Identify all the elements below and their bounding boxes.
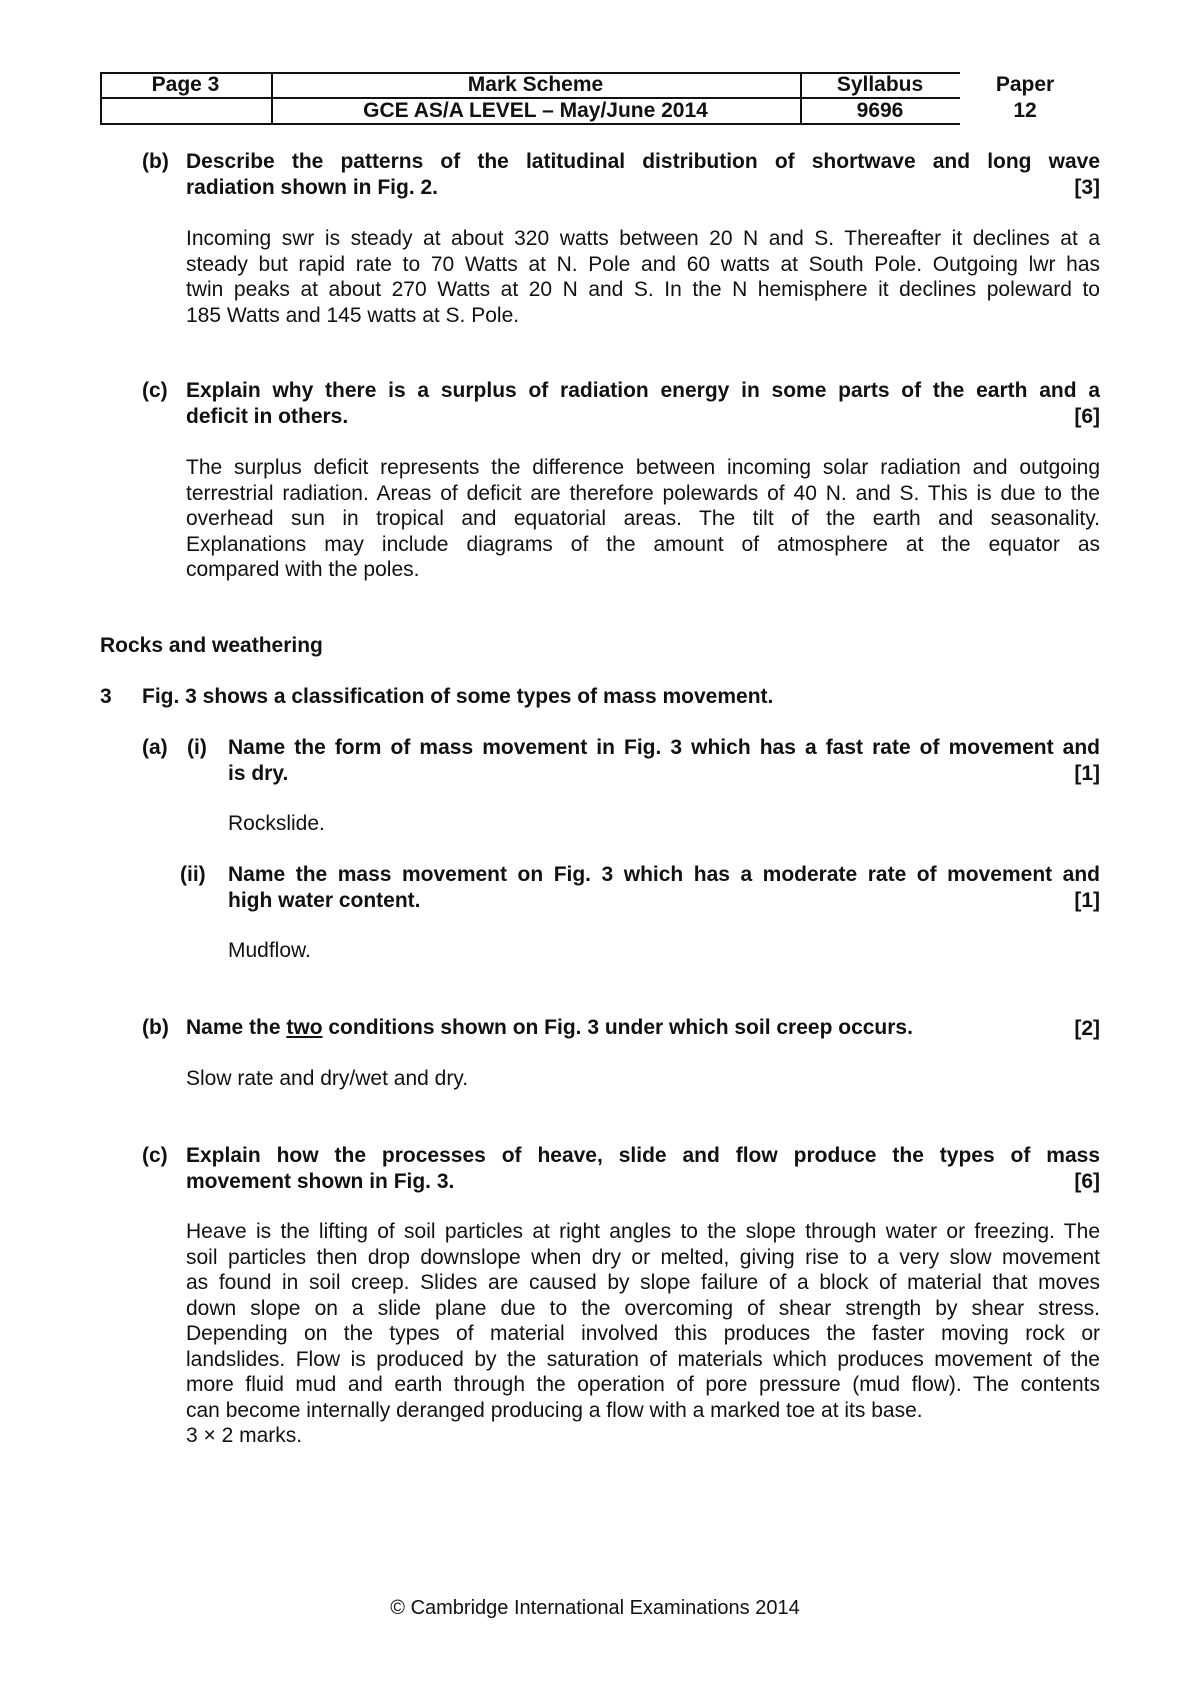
doc-title: Mark Scheme [467, 73, 604, 96]
q2c-marks: [6] [1074, 404, 1100, 428]
q3aii-answer: Mudflow. [228, 939, 311, 962]
q2b-answer-line: twin peaks at about 270 Watts at 20 N and S. In the N hemisphere it declines poleward to [186, 278, 1100, 301]
q3c-label: (c) [142, 1144, 168, 1167]
q3c-total-marks: 3 × 2 marks. [186, 1424, 303, 1447]
q3c-answer-line: down slope on a slide plane due to the overcoming of shear strength by shear stress. [186, 1296, 1100, 1320]
q3b-answer: Slow rate and dry/wet and dry. [186, 1067, 469, 1090]
q3b-question [186, 1015, 1100, 1041]
header-table [100, 72, 1090, 125]
q2b-answer-line: steady but rapid rate to 70 Watts at N. Pole and 60 watts at South Pole. Outgoing lwr has [186, 252, 1100, 276]
q2c-question-line2: deficit in others. [186, 404, 349, 428]
q3c-answer-line: Depending on the types of material involved this produces the faster moving rock or [186, 1322, 1100, 1345]
q3b-question-start: Name the [186, 1016, 287, 1039]
q2c-question [186, 378, 1100, 429]
q2b-question-line1: Describe the patterns of the latitudinal distribution of shortwave and long wave [186, 150, 1100, 173]
q3aii-marks: [1] [1074, 888, 1100, 912]
q2c-answer-line: terrestrial radiation. Areas of deficit are therefore polewards of 40 N. and S. This is due to the [186, 481, 1100, 505]
q3c-answer-line: can become internally deranged producing a flow with a marked toe at its base. [186, 1398, 923, 1422]
q2b-question-line2: radiation shown in Fig. 2. [186, 175, 439, 199]
doc-subtitle: GCE AS/A LEVEL – May/June 2014 [363, 99, 708, 122]
q2c-answer-line: overhead sun in tropical and equatorial areas. The tilt of the earth and seasonality. [186, 507, 1100, 530]
section-heading: Rocks and weathering [100, 634, 323, 657]
q3b-marks: [2] [1074, 1016, 1100, 1040]
q3-number: 3 [100, 685, 112, 708]
q2b-label: (b) [142, 150, 169, 173]
paper-label: Paper [995, 73, 1055, 96]
q3aii-question-line2: high water content. [228, 888, 421, 912]
q2b-question [186, 149, 1100, 200]
q3ai-question-line2: is dry. [228, 761, 289, 785]
q3aii-label: (ii) [180, 863, 206, 886]
q2c-label: (c) [142, 379, 168, 402]
q3c-question-line2: movement shown in Fig. 3. [186, 1169, 455, 1193]
q2c-answer-line: The surplus deficit represents the difference between incoming solar radiation and outgoing [186, 456, 1100, 479]
q3ai-label: (i) [187, 736, 207, 759]
q3b-label: (b) [142, 1016, 169, 1039]
q3c-question-line1: Explain how the processes of heave, slide and flow produce the types of mass [186, 1144, 1100, 1167]
q3ai-question [228, 735, 1100, 786]
q2b-answer [186, 226, 1100, 328]
q2b-answer-line: Incoming swr is steady at about 320 watts between 20 N and S. Thereafter it declines at a [186, 227, 1100, 250]
q3c-answer-line: Heave is the lifting of soil particles at right angles to the slope through water or freezing. The [186, 1220, 1100, 1243]
syllabus-label: Syllabus [836, 73, 924, 96]
q2c-answer-line: compared with the poles. [186, 558, 420, 581]
q3c-question [186, 1143, 1100, 1194]
q3c-answer [186, 1219, 1100, 1449]
q3c-marks: [6] [1074, 1169, 1100, 1193]
page-number: Page 3 [151, 73, 220, 96]
q3c-answer-line: landslides. Flow is produced by the saturation of materials which produces movement of the [186, 1347, 1100, 1371]
q3aii-question [228, 862, 1100, 913]
q3ai-marks: [1] [1074, 761, 1100, 785]
q3c-answer-line: more fluid mud and earth through the operation of pore pressure (mud flow). The contents [186, 1373, 1100, 1396]
q3ai-answer: Rockslide. [228, 812, 325, 835]
q3-stem: Fig. 3 shows a classification of some types of mass movement. [142, 685, 774, 708]
q2b-answer-line: 185 Watts and 145 watts at S. Pole. [186, 303, 520, 327]
q3c-answer-line: soil particles then drop downslope when dry or melted, giving rise to a very slow movement [186, 1245, 1100, 1269]
q2c-answer-line: Explanations may include diagrams of the amount of atmosphere at the equator as [186, 532, 1100, 556]
q3aii-question-line1: Name the mass movement on Fig. 3 which has a moderate rate of movement and [228, 863, 1100, 886]
q3b-question-end: conditions shown on Fig. 3 under which soil creep occurs. [322, 1016, 913, 1039]
q2c-answer [186, 455, 1100, 583]
q2b-marks: [3] [1074, 175, 1100, 199]
q3b-question-underlined: two [286, 1016, 323, 1039]
q3c-answer-line: as found in soil creep. Slides are caused by slope failure of a block of material that moves [186, 1271, 1100, 1294]
q3ai-question-line1: Name the form of mass movement in Fig. 3 which has a fast rate of movement and [228, 736, 1100, 759]
paper-number: 12 [1013, 99, 1037, 122]
q3a-label: (a) [142, 736, 168, 759]
q2c-question-line1: Explain why there is a surplus of radiation energy in some parts of the earth and a [186, 379, 1100, 402]
syllabus-code: 9696 [856, 99, 904, 122]
footer-copyright: © Cambridge International Examinations 2014 [390, 1597, 800, 1619]
